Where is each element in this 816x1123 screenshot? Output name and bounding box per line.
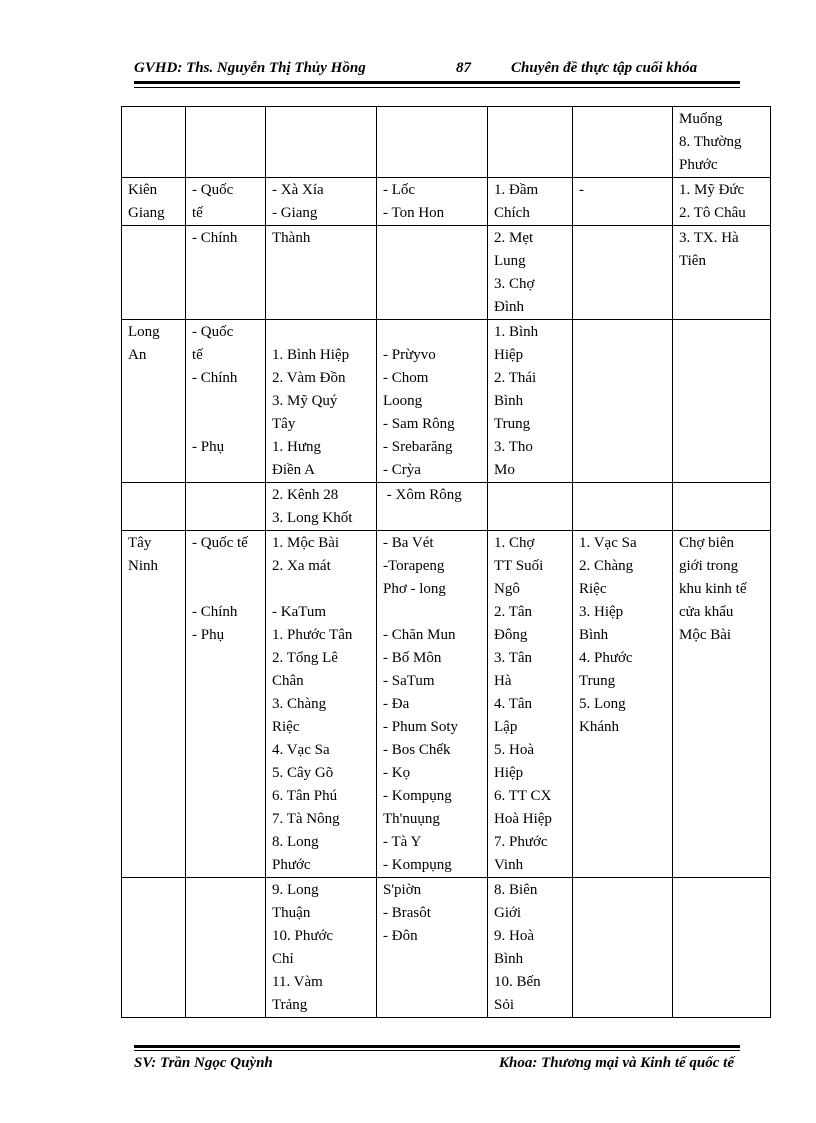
table-cell (573, 483, 673, 531)
table-cell: 1. Vạc Sa 2. Chàng Riệc 3. Hiệp Bình 4. Phước Trung 5. Long Khánh (573, 531, 673, 878)
table-cell (377, 107, 488, 178)
table-cell (122, 107, 186, 178)
table-cell: - Xà Xía - Giang (266, 178, 377, 226)
table-cell (266, 107, 377, 178)
table-cell: 1. Mỹ Đức 2. Tô Châu (673, 178, 771, 226)
table-cell: - Quốc tế (186, 178, 266, 226)
table-cell: - Xôm Rông (377, 483, 488, 531)
table-cell (186, 483, 266, 531)
table-row (122, 878, 771, 1018)
footer-rule-thick (134, 1045, 740, 1048)
table-row (122, 320, 771, 483)
table-cell (122, 878, 186, 1018)
table-cell: Long An (122, 320, 186, 483)
table-cell: 1. Chợ TT Suối Ngô 2. Tân Đông 3. Tân Hà 4. Tân Lập 5. Hoà Hiệp 6. TT CX Hoà Hiệp 7. Phước Vinh (488, 531, 573, 878)
table-cell: Chợ biên giới trong khu kinh tế cửa khẩu Mộc Bài (673, 531, 771, 878)
report-topic: Chuyên đề thực tập cuối khóa (511, 60, 698, 76)
table-cell (122, 483, 186, 531)
table-cell: - (573, 178, 673, 226)
table-cell (573, 878, 673, 1018)
table-cell: S'piờn - Brasôt - Đôn (377, 878, 488, 1018)
table-cell (573, 107, 673, 178)
footer-rule-thin (134, 1050, 740, 1051)
table-cell: - Lốc - Ton Hon (377, 178, 488, 226)
table-cell: Kiên Giang (122, 178, 186, 226)
header-rule-thick (134, 81, 740, 84)
table-cell (673, 483, 771, 531)
table-cell: 2. Mẹt Lung 3. Chợ Đình (488, 226, 573, 320)
table-cell (377, 226, 488, 320)
table-row (122, 178, 771, 226)
table-cell: 1. Bình Hiệp 2. Vàm Đồn 3. Mỹ Quý Tây 1. Hưng Điền A (266, 320, 377, 483)
table-cell (673, 878, 771, 1018)
table-cell (186, 107, 266, 178)
table-cell: - Quốc tế - Chính - Phụ (186, 320, 266, 483)
table-row (122, 107, 771, 178)
table-cell (573, 226, 673, 320)
table-cell: - Ba Vét -Torapeng Phơ - long - Chăn Mun - Bố Môn - SaTum - Đa - Phum Soty - Bos Chếk - Kọ - Kompụng Th'nuụng - Tà Y - Kompụng (377, 531, 488, 878)
header-rule-thin (134, 87, 740, 88)
faculty-name: Khoa: Thương mại và Kinh tế quốc tế (499, 1055, 734, 1071)
page-header (134, 60, 740, 80)
table-cell (573, 320, 673, 483)
table-cell: 1. Mộc Bài 2. Xa mát - KaTum 1. Phước Tân 2. Tổng Lê Chân 3. Chàng Riệc 4. Vạc Sa 5. Cây Gõ 6. Tân Phú 7. Tà Nông 8. Long Phước (266, 531, 377, 878)
page-footer (134, 1055, 740, 1075)
table-cell: 1. Đầm Chích (488, 178, 573, 226)
page-number: 87 (456, 60, 471, 76)
table-cell (488, 107, 573, 178)
table-cell: Muống 8. Thường Phước (673, 107, 771, 178)
table-cell (186, 878, 266, 1018)
table-cell: 2. Kênh 28 3. Long Khốt (266, 483, 377, 531)
table-cell: - Quốc tế - Chính - Phụ (186, 531, 266, 878)
border-gate-table (121, 106, 771, 1018)
table-cell: 3. TX. Hà Tiên (673, 226, 771, 320)
table-cell: 8. Biên Giới 9. Hoà Bình 10. Bến Sỏi (488, 878, 573, 1018)
table-cell: Thành (266, 226, 377, 320)
table-cell: Tây Ninh (122, 531, 186, 878)
table-row (122, 483, 771, 531)
table-row (122, 531, 771, 878)
supervisor-name: GVHD: Ths. Nguyễn Thị Thủy Hồng (134, 60, 366, 76)
table-cell (488, 483, 573, 531)
student-name: SV: Trần Ngọc Quỳnh (134, 1055, 273, 1071)
table-cell: 9. Long Thuận 10. Phước Chỉ 11. Vàm Trảng (266, 878, 377, 1018)
table-cell (122, 226, 186, 320)
table-cell (673, 320, 771, 483)
table-cell: - Prừyvo - Chom Loong - Sam Rông - Srebarăng - Crỳa (377, 320, 488, 483)
table-cell: - Chính (186, 226, 266, 320)
table-cell: 1. Bình Hiệp 2. Thái Bình Trung 3. Tho Mo (488, 320, 573, 483)
table-row (122, 226, 771, 320)
